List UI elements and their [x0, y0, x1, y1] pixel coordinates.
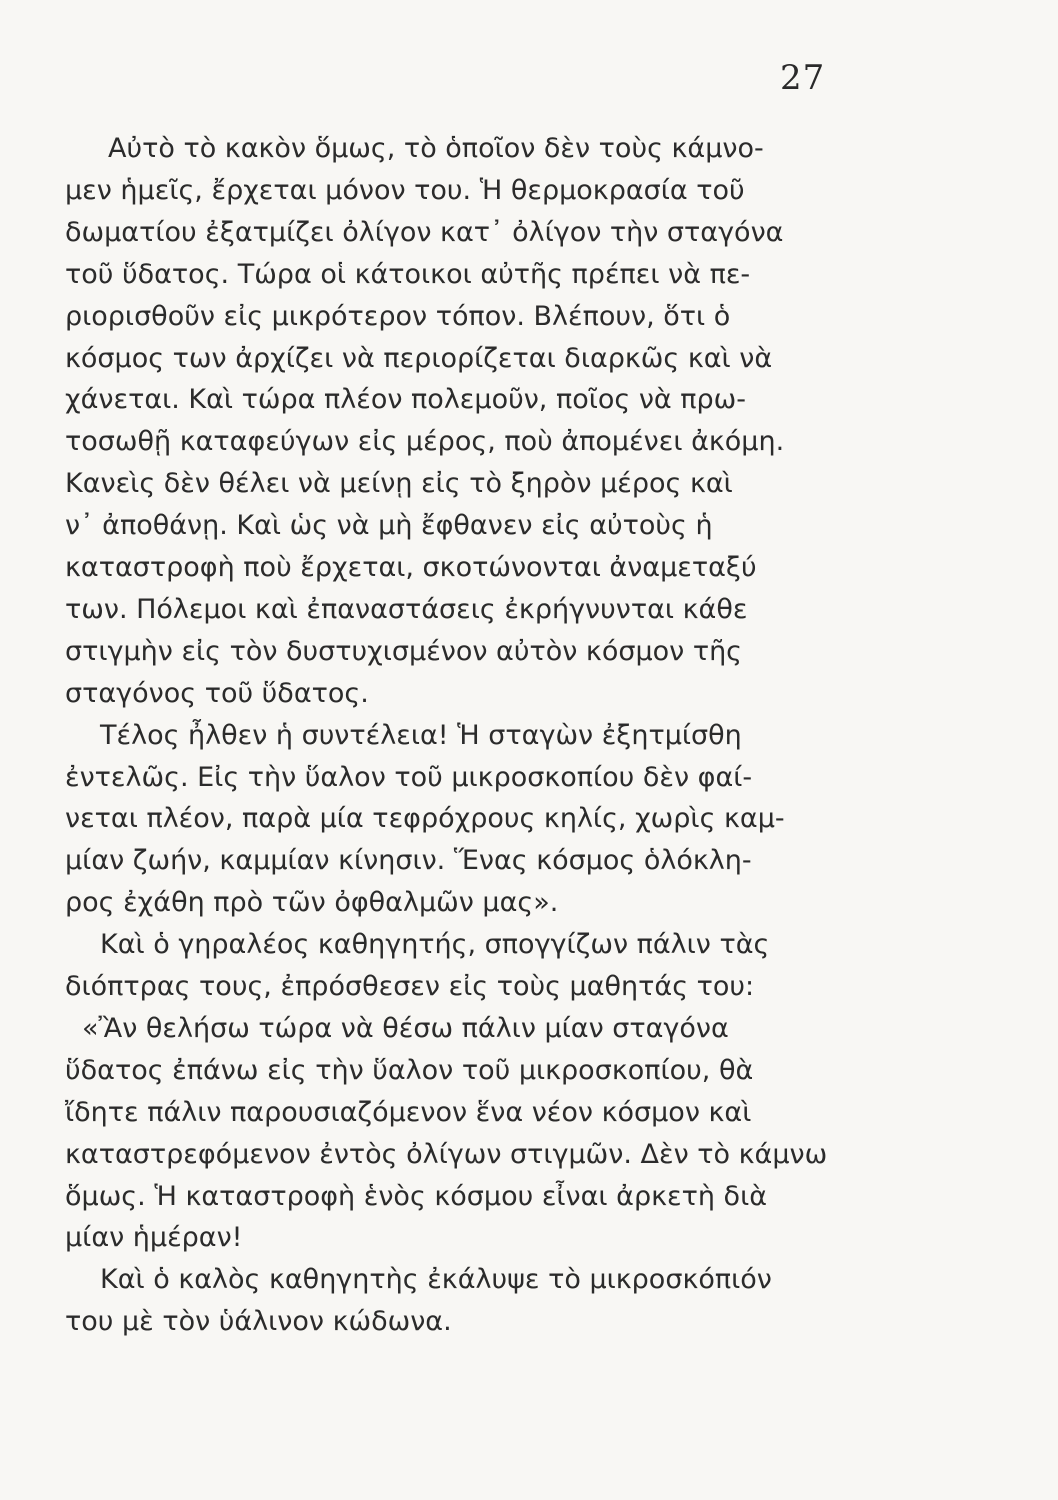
text-line: ἴδητε πάλιν παρουσιαζόμενον ἕνα νέον κόσμον καὶ: [65, 1096, 752, 1128]
text-line: μίαν ἡμέραν!: [65, 1222, 243, 1254]
text-line: τοῦ ὕδατος. Τώρα οἱ κάτοικοι αὐτῆς πρέπει νὰ πε-: [65, 258, 751, 290]
text-line: Κανεὶς δὲν θέλει νὰ μείνῃ εἰς τὸ ξηρὸν μέρος καὶ: [65, 468, 733, 500]
text-line: ρος ἐχάθη πρὸ τῶν ὀφθαλμῶν μας».: [65, 887, 559, 919]
text-line: διόπτρας τους, ἐπρόσθεσεν εἰς τοὺς μαθητάς του:: [65, 971, 755, 1002]
text-line: καταστρεφόμενον ἐντὸς ὀλίγων στιγμῶν. Δὲν τὸ κάμνω: [65, 1138, 828, 1170]
text-line: Καὶ ὁ γηραλέος καθηγητής, σπογγίζων πάλιν τὰς: [100, 929, 770, 961]
text-line: καταστροφὴ ποὺ ἔρχεται, σκοτώνονται ἀναμεταξύ: [65, 552, 757, 583]
page-number: 27: [780, 58, 826, 98]
text-line: ὕδατος ἐπάνω εἰς τὴν ὕαλον τοῦ μικροσκοπίου, θὰ: [65, 1054, 754, 1086]
text-line: ν᾽ ἀποθάνῃ. Καὶ ὡς νὰ μὴ ἔφθανεν εἰς αὐτοὺς ἡ: [65, 510, 713, 542]
text-line: μίαν ζωήν, καμμίαν κίνησιν. Ἕνας κόσμος ὁλόκλη-: [65, 845, 752, 877]
text-line: ἐντελῶς. Εἰς τὴν ὕαλον τοῦ μικροσκοπίου δὲν φαί-: [65, 761, 753, 793]
text-line: ριορισθοῦν εἰς μικρότερον τόπον. Βλέπουν, ὅτι ὁ: [65, 300, 731, 332]
text-line: ὅμως. Ἡ καταστροφὴ ἑνὸς κόσμου εἶναι ἀρκετὴ διὰ: [65, 1180, 767, 1212]
text-line: Τέλος ἦλθεν ἡ συντέλεια! Ἡ σταγὼν ἐξητμίσθη: [100, 719, 742, 751]
text-line: Αὐτὸ τὸ κακὸν ὅμως, τὸ ὁποῖον δὲν τοὺς κάμνο-: [108, 133, 764, 164]
text-line: του μὲ τὸν ὑάλινον κώδωνα.: [65, 1306, 452, 1338]
text-line: δωματίου ἐξατμίζει ὀλίγον κατ᾽ ὀλίγον τὴν σταγόνα: [65, 216, 784, 248]
text-line: κόσμος των ἀρχίζει νὰ περιορίζεται διαρκῶς καὶ νὰ: [65, 342, 773, 374]
text-line: «Ἂν θελήσω τώρα νὰ θέσω πάλιν μίαν σταγόνα: [82, 1012, 729, 1044]
text-line: νεται πλέον, παρὰ μία τεφρόχρους κηλίς, χωρὶς καμ-: [65, 803, 785, 835]
text-line: Καὶ ὁ καλὸς καθηγητὴς ἐκάλυψε τὸ μικροσκόπιόν: [100, 1264, 772, 1296]
text-line: στιγμὴν εἰς τὸν δυστυχισμένον αὐτὸν κόσμον τῆς: [65, 635, 743, 667]
text-line: των. Πόλεμοι καὶ ἐπαναστάσεις ἐκρήγνυνται κάθε: [65, 593, 748, 625]
text-line: σταγόνος τοῦ ὕδατος.: [65, 677, 369, 709]
text-line: χάνεται. Καὶ τώρα πλέον πολεμοῦν, ποῖος νὰ πρω-: [65, 384, 747, 416]
text-line: τοσωθῇ καταφεύγων εἰς μέρος, ποὺ ἀπομένει ἀκόμη.: [65, 426, 785, 458]
text-line: μεν ἡμεῖς, ἔρχεται μόνον του. Ἡ θερμοκρασία τοῦ: [65, 174, 745, 206]
